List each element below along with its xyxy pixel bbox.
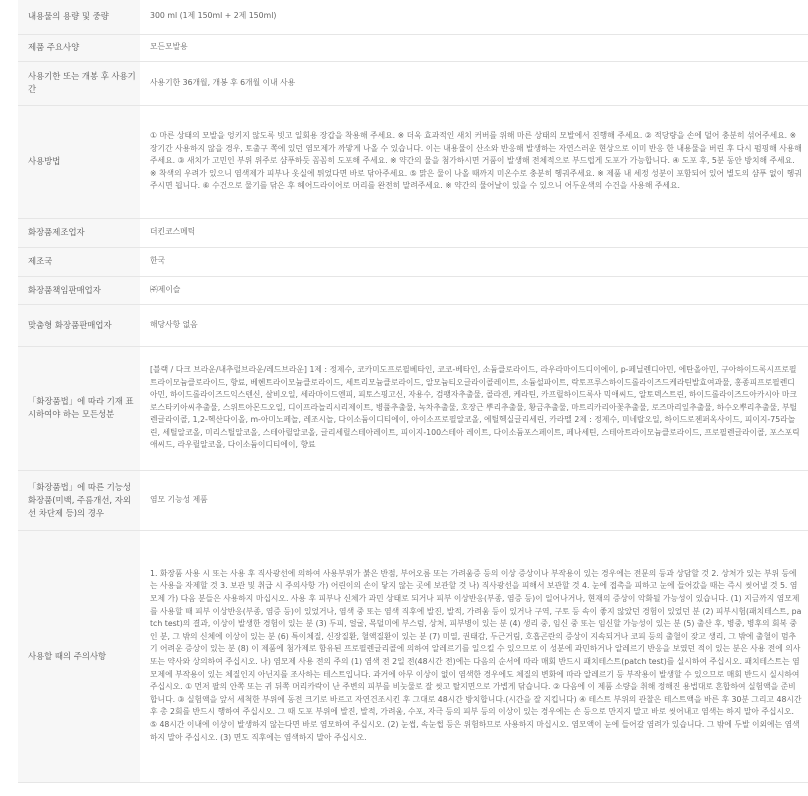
info-row-capacity (18, 0, 808, 34)
row-label: 「화장품법」에 따라 기재 표시하여야 하는 모든성분 (18, 346, 140, 470)
row-label: 화장품책임판매업자 (18, 276, 140, 304)
row-label: 제조국 (18, 247, 140, 276)
info-row-seller (18, 276, 808, 304)
row-label: 화장품제조업자 (18, 218, 140, 247)
row-label: 「화장품법」에 따른 기능성 화장품(미백, 주름개선, 자외선 차단제 등)의 경우 (18, 470, 140, 530)
info-row-manufacturer (18, 218, 808, 247)
info-row-expiry (18, 61, 808, 105)
info-row-country (18, 247, 808, 276)
info-row-precautions (18, 530, 808, 782)
row-value: 더킨코스메틱 (140, 218, 808, 247)
row-value: [블랙 / 다크 브라운/내추럴브라운/레드브라운] 1제 : 정제수, 코카미도프로필베타인, 코코-베타인, 소듐클로라이드, 라우라마이드디이에이, p-페닐렌디아민, 에탄올아민, 구아하이드록시프로필트라이모늄클로라이드, 향료, 베헨트라이모늄클로라이드, 세트리모늄클로라이드, 알모늄티오글라이콜레이트, 소듐설파이트, 락토프루스하이드롤라이즈드케라틴발효여과물, 홍종피프로필렌디아민, 하이드롤라이즈드익스텐신, 살비오일, 세라마이드엔피, 피토스핑고신, 자용수, 검팽자추출물, 콜라겐, 케라틴, 카프릴하이드록사 믹애씨드, 알토덱스트린, 하이드롤라이즈드아카시아 마크로스타키아씨추출물, 스위트아몬드오일, 디이프라놀리시리제이트, 병풀추출물, 녹차추출물, 호장근 뿌리추출물, 황금추출물, 마트리카리아꽃추출물, 로즈마리잎추출물, 하수오뿌리추출물, 부틸렌글라이콜, 1,2-헥산다이올, m-아미노페놀, 레조시놀, 다이소듐이디티에이, 아이소프로필알코올, 에틸헥실글리세린, 카라멜 2제 : 정제수, 미네랄오일, 하이드로젠퍼옥사이드, 피이지-75라놀린, 세틸알코올, 미리스틸알코올, 스테아릴알코올, 글리세릴스테아레이트, 피이지-100스테아 레이트, 다이소듐포스페이트, 페나세틴, 스테아트라이모늄클로라이드, 프로필렌글라이콜, 포스포릭애씨드, 라우릴알코올, 다이소듐이디티에이, 향료 (140, 346, 808, 470)
row-value: 해당사항 없음 (140, 304, 808, 346)
info-row-usage (18, 105, 808, 218)
row-label: 사용방법 (18, 105, 140, 218)
row-value: 300 ml (1제 150ml + 2제 150ml) (140, 0, 808, 34)
row-value: 사용기한 36개월, 개봉 후 6개월 이내 사용 (140, 61, 808, 105)
row-label: 사용할 때의 주의사항 (18, 530, 140, 782)
row-value: ① 마른 상태의 모발을 엉키지 않도록 빗고 일회용 장갑을 착용해 주세요. ※ 더욱 효과적인 새치 커버를 위해 마른 상태의 모발에서 진행해 주세요. ② 적당량을 손에 덜어 충분히 섞어주세요. ※ 장기간 사용하지 않을 경우, 토출구 쪽에 있던 염모제가 까맣게 나올 수 있습니다. 이는 내용물이 산소와 반응해 발생하는 자연스러운 현상으로 이미 반응 한 내용물을 버린 후 다시 펌핑해 사용해 주세요. ③ 새치가 고민인 부위 위주로 샴푸하듯 꼼꼼히 도포해 주세요. ※ 약간의 물을 첨가하시면 거품이 발생해 전체적으로 부드럽게 도포가 가능합니다. ④ 도포 후, 5분 동안 방치해 주세요. ※ 착색의 우려가 있으니 염색제가 피부나 옷실에 튀었다면 바로 닦아주세요. ⑤ 맑은 물이 나올 때까지 미온수로 충분히 헹궈주세요. ※ 제품 내 세정 성분이 포함되어 있어 별도의 샴푸 없이 헹궈주시면 됩니다. ⑥ 수건으로 물기를 닦은 후 헤어드라이어로 머리를 완전히 말려주세요. ※ 약간의 물어날이 있을 수 있으니 어두운색의 수건을 사용해 주세요. (140, 105, 808, 218)
row-value: ㈜제이슬 (140, 276, 808, 304)
info-row-functional (18, 470, 808, 530)
info-row-ingredients (18, 346, 808, 470)
row-value: 염모 기능성 제품 (140, 470, 808, 530)
row-label: 내용물의 용량 및 중량 (18, 0, 140, 34)
product-info-table (18, 0, 808, 783)
info-row-custom-seller (18, 304, 808, 346)
row-label: 사용기한 또는 개봉 후 사용기간 (18, 61, 140, 105)
row-value: 모든모발용 (140, 34, 808, 61)
row-value: 한국 (140, 247, 808, 276)
info-row-main-spec (18, 34, 808, 61)
row-label: 맞춤형 화장품판매업자 (18, 304, 140, 346)
row-label: 제품 주요사양 (18, 34, 140, 61)
row-value: 1. 화장품 사용 시 또는 사용 후 직사광선에 의하여 사용부위가 붉은 반점, 부어오름 또는 가려움증 등의 이상 증상이나 부작용이 있는 경우에는 전문의 등과 상담할 것 2. 상처가 있는 부위 등에는 사용을 자제할 것 3. 보관 및 취급 시 주의사항 가) 어린이의 손이 닿지 않는 곳에 보관할 것 나) 직사광선을 피해서 보관할 것 4. 눈에 접촉을 피하고 눈에 들어갔을 때는 즉시 씻어낼 것 5. 염모제 가) 다음 분들은 사용하지 마십시오. 사용 후 피부나 신체가 과민 상태로 되거나 피부 이상반응(부종, 염증 등)이 일어나거나, 현재의 증상이 악화될 가능성이 있습니다. (1) 지금까지 염모제를 사용할 때 피부 이상반응(부종, 염증 등)이 있었거나, 염색 중 또는 염색 직후에 발진, 발적, 가려움 등이 있거나 구역, 구토 등 속이 좋지 않았던 경험이 있었던 분 (2) 피부시험(패치테스트, patch test)의 결과, 이상이 발생한 경험이 있는 분 (3) 두피, 얼굴, 목덜미에 부스럼, 상처, 피부병이 있는 분 (4) 생리 중, 임신 중 또는 임신할 가능성이 있는 분 (5) 출산 후, 병중, 병후의 회복 중인 분, 그 밖의 신체에 이상이 있는 분 (6) 특이체질, 신장질환, 혈액질환이 있는 분 (7) 미열, 권태감, 두근거림, 호흡곤란의 증상이 지속되거나 코피 등의 출혈이 잦고 생리, 그 밖에 출혈이 멈추기 어려운 증상이 있는 분 (8) 이 제품에 첨가제로 함유된 프로필렌글리콜에 의하여 알레르기를 일으킬 수 있으므로 이 성분에 과민하거나 알레르기 반응을 보였던 적이 있는 분은 사용 전에 의사 또는 약사와 상의하여 주십시오. 나) 염모제 사용 전의 주의 (1) 염색 전 2일 전(48시간 전)에는 다음의 순서에 따라 매회 반드시 패치테스트(patch test)를 실시하여 주십시오. 패치테스트는 염모제에 부작용이 있는 체질인지 아닌지를 조사하는 테스트입니다. 과거에 아무 이상이 없이 염색한 경우에도 체질의 변화에 따라 알레르기 등 부작용이 발생할 수 있으므로 매회 반드시 실시하여 주십시오. ① 먼저 팔의 안쪽 또는 귀 뒤쪽 머리카락이 난 주변의 피부를 비눗물로 잘 씻고 탈지면으로 가볍게 닦습니다. ② 다음에 이 제품 소량을 취해 정해진 용법대로 혼합하여 실험액을 준비합니다. ③ 실험액을 앞서 세척한 부위에 동전 크기로 바르고 자연건조시킨 후 그대로 48시간 방치합니다.(시간을 잘 지킵니다) ④ 테스트 부위의 관찰은 테스트액을 바른 후 30분 그리고 48시간 후 총 2회를 반드시 행하여 주십시오. 그 때 도포 부위에 발진, 발적, 가려움, 수포, 자극 등의 피부 등의 이상이 있는 경우에는 손 등으로 만지지 말고 바로 씻어내고 염색는 하지 말아 주십시오. ⑤ 48시간 이내에 이상이 발생하지 않는다면 바로 염모하여 주십시오. (2) 눈썹, 속눈썹 등은 위험하므로 사용하지 마십시오. 염모액이 눈에 들어갈 염려가 있습니다. 그 밖에 두발 이외에는 염색하지 말아 주십시오. (3) 면도 직후에는 염색하지 말아 주십시오. (140, 530, 808, 782)
